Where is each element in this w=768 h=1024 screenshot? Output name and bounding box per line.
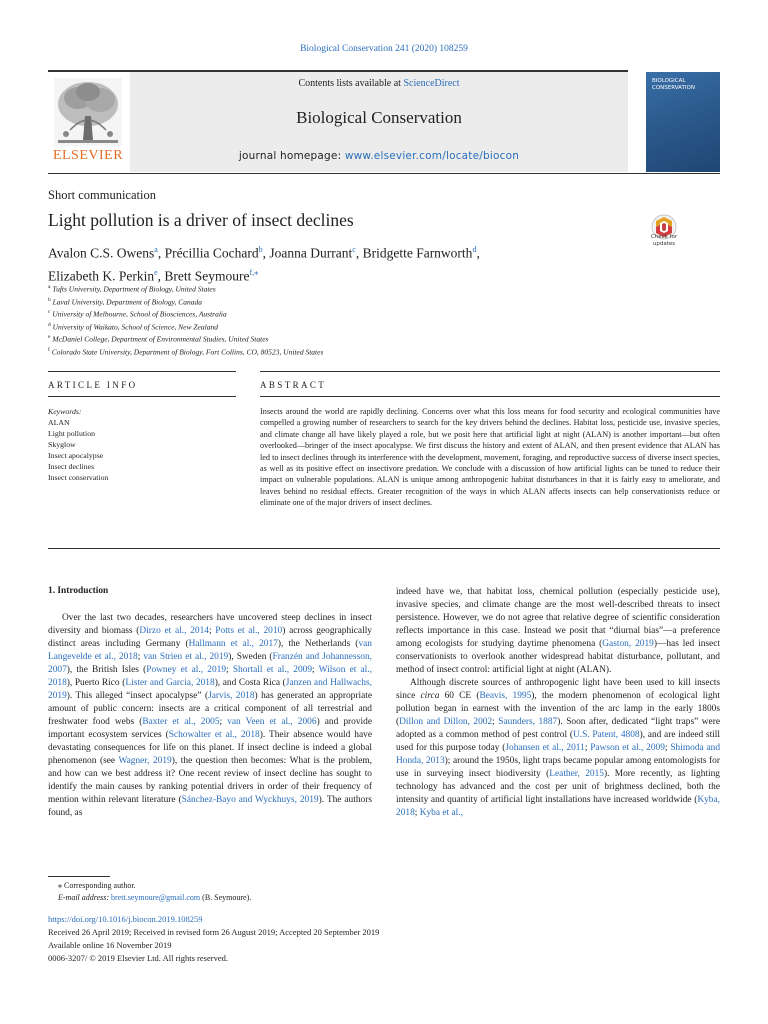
body-text: ), Puerto Rico (: [66, 678, 126, 688]
affiliation-text: McDaniel College, Department of Environmental Studies, United States: [50, 334, 269, 344]
body-text: ;: [208, 626, 216, 636]
author-name[interactable]: Bridgette Farnworth: [362, 245, 473, 261]
author-affiliation-marker[interactable]: a: [154, 245, 158, 254]
author-separator: ,: [157, 245, 165, 261]
article-title: Light pollution is a driver of insect declines: [48, 210, 354, 230]
affiliation-item: [48, 295, 648, 308]
received-dates: Received 26 April 2019; Received in revised form 26 August 2019; Accepted 20 September 2019: [48, 927, 380, 937]
sciencedirect-link[interactable]: ScienceDirect: [403, 78, 460, 89]
author-list: [48, 240, 608, 285]
affiliation-text: Tufts University, Department of Biology, United States: [50, 284, 216, 294]
author-name[interactable]: Précillia Cochard: [164, 245, 259, 261]
body-text: ), the question then becomes: What is the problem, and how can we best address it? One recent review of insect decline has sought to identify the main causes by ranking potential drivers in order of their frequency of mention within relevant literature (: [48, 756, 372, 805]
homepage-link[interactable]: www.elsevier.com/locate/biocon: [344, 150, 520, 162]
citation-link[interactable]: Johansen et al., 2011: [505, 743, 585, 753]
affiliation-text: University of Waikato, School of Science, New Zealand: [50, 322, 218, 331]
journal-name: Biological Conservation: [296, 108, 462, 127]
keyword-item: Insect apocalypse: [48, 451, 104, 460]
citation-link[interactable]: Gaston, 2019: [602, 639, 654, 649]
affiliation-text: Colorado State University, Department of Biology, Fort Collins, CO, 80523, United States: [49, 347, 324, 356]
keywords-block: [48, 406, 236, 483]
body-text: ), the Netherlands (: [277, 639, 359, 649]
body-text: ;: [414, 808, 420, 818]
body-paragraph: [48, 612, 372, 820]
citation-link[interactable]: Pawson et al., 2009: [590, 743, 665, 753]
section-heading-introduction: 1. Introduction: [48, 586, 109, 596]
abstract-top-rule: [260, 371, 720, 372]
keyword-item: Skyglow: [48, 440, 76, 449]
affiliation-text: Laval University, Department of Biology, Canada: [50, 297, 202, 306]
author-affiliation-marker[interactable]: e: [154, 267, 158, 277]
email-suffix: (B. Seymoure).: [200, 893, 252, 902]
body-text: 60 CE (: [439, 691, 480, 701]
body-paragraph: [396, 586, 720, 677]
email-link[interactable]: brett.seymoure@gmail.com: [111, 893, 201, 902]
body-text: ), and Costa Rica (: [214, 678, 286, 688]
citation-link[interactable]: Shimoda and Honda, 2013: [396, 743, 721, 766]
author-separator: ,: [355, 245, 363, 261]
body-text: ) has generated an appropriate amount of public concern: insects are a critical component of all terrestrial and freshwater food webs (: [48, 691, 372, 727]
citation-link[interactable]: Potts et al., 2010: [215, 626, 283, 636]
citation-link[interactable]: van Veen et al., 2006: [227, 717, 317, 727]
citation-link[interactable]: Wagner, 2019: [118, 756, 172, 766]
available-online-date: Available online 16 November 2019: [48, 940, 172, 950]
affiliation-item: [48, 282, 648, 295]
keyword-list: [48, 417, 236, 483]
body-text: ), the British Isles (: [66, 665, 147, 675]
body-text: ); around the 1950s, light traps became popular among entomologists for use in surveying insect biodiversity (: [396, 756, 720, 779]
citation-link[interactable]: Saunders, 1887: [498, 717, 558, 727]
abstract-heading: ABSTRACT: [260, 380, 327, 390]
journal-reference[interactable]: Biological Conservation 241 (2020) 108259: [300, 44, 468, 54]
doi-link[interactable]: https://doi.org/10.1016/j.biocon.2019.108259: [48, 914, 203, 924]
citation-link[interactable]: Hallmann et al., 2017: [188, 639, 278, 649]
citation-link[interactable]: Franzén and Johannesson, 2007: [48, 652, 372, 675]
citation-link[interactable]: van Langevelde et al., 2018: [48, 639, 372, 662]
abstract-bottom-rule: [48, 548, 720, 549]
body-text: ) across geographically distinct areas including Germany (: [48, 626, 372, 649]
citation-link[interactable]: Baxter et al., 2005: [142, 717, 220, 727]
body-text: Over the last two decades, researchers have uncovered steep declines in insect diversity and biomass (: [48, 613, 372, 636]
author-separator: ,: [157, 268, 165, 283]
header-bottom-rule: [48, 173, 720, 174]
citation-link[interactable]: Powney et al., 2019: [146, 665, 227, 675]
author-name[interactable]: Avalon C.S. Owens: [48, 245, 155, 261]
affiliation-marker: d: [48, 321, 51, 328]
body-text: Although discrete sources of anthropogenic light have been used to kill insects since: [396, 678, 720, 701]
body-text: ;: [219, 717, 228, 727]
article-info-heading: ARTICLE INFO: [48, 380, 138, 390]
author-separator: ,: [476, 245, 480, 261]
affiliation-item: [48, 345, 648, 358]
author-name[interactable]: Joanna Durrant: [269, 245, 353, 261]
author-name[interactable]: Brett Seymoure: [164, 268, 250, 283]
body-text: ), Sweden (: [228, 652, 273, 662]
body-text: indeed have we, that habitat loss, chemical pollution (especially pesticide use), invasive species, and climate change are the most well-described threats to insect persistence. However, we do not agree that relative degree of scientific consideration reflects importance in this case. Instead we posit that “diurnal bias”—a preference among ecologists for studying daytime phenomena (: [396, 587, 720, 649]
author-name[interactable]: Elizabeth K. Perkin: [48, 268, 155, 283]
article-type: Short communication: [48, 188, 156, 202]
article-info-top-rule: [48, 371, 236, 372]
abstract-heading-rule: [260, 396, 720, 397]
email-label: E-mail address:: [58, 893, 112, 902]
citation-link[interactable]: U.S. Patent, 4808: [572, 730, 640, 740]
citation-link[interactable]: Kyba, 2018: [396, 795, 720, 818]
body-text: ). More recently, as lighting technology has advanced and the cost per unit of brightness declined, both the intensity and quantity of artificial light installations have increased worldwide (: [396, 769, 720, 805]
contents-prefix: Contents lists available at: [298, 78, 404, 89]
body-text: ). Soon after, dedicated “light traps” were adopted as a common method of pest control (: [396, 717, 720, 740]
citation-link[interactable]: Jarvis, 2018: [208, 691, 255, 701]
homepage-prefix: journal homepage:: [238, 150, 345, 162]
elsevier-wordmark: ELSEVIER: [52, 148, 124, 163]
affiliation-item: [48, 332, 648, 345]
citation-link[interactable]: Janzen and Hallwachs, 2019: [48, 678, 372, 701]
affiliation-marker: b: [48, 296, 51, 303]
body-text: ) and provide important ecosystem services (: [48, 717, 372, 740]
contents-line: [130, 78, 628, 89]
citation-link[interactable]: Sánchez-Bayo and Wyckhuys, 2019: [181, 795, 319, 805]
affiliation-marker: a: [48, 284, 51, 290]
citation-link[interactable]: van Strien et al., 2019: [143, 652, 229, 662]
email-line: [48, 892, 448, 904]
body-text: ;: [584, 743, 591, 753]
keyword-item: Insect conservation: [48, 473, 109, 482]
affiliation-item: [48, 307, 648, 320]
affiliation-marker: e: [48, 334, 51, 340]
citation-link[interactable]: Shortall et al., 2009: [232, 665, 313, 675]
body-text: ). Their absence would have devastating consequences for life on this planet. If insect decline is indeed a global phenomenon (see: [48, 730, 372, 766]
affiliation-item: [48, 320, 648, 333]
crossmark-label[interactable]: Check for updates: [650, 234, 678, 247]
keyword-item: Insect declines: [48, 462, 95, 471]
body-column-right: [396, 586, 720, 820]
body-text: ). The authors found, as: [48, 795, 372, 818]
author-affiliation-marker[interactable]: b: [258, 245, 263, 254]
author-affiliation-marker[interactable]: c: [352, 245, 356, 254]
abstract-text: Insects around the world are rapidly declining. Concerns over what this loss means for food security and ecological communities have compelled a growing number of researchers to search for the key drivers behind the declines. Habitat loss, pesticide use, invasive species, and climate change all have likely played a role, but we posit here that artificial light at night (ALAN) is another important—but often overlooked—bringer of the insect apocalypse. We first discuss the history and extent of ALAN, and then present evidence that ALAN has led to insect declines through its interference with the development, movement, foraging, and reproductive success of diverse insect species, as well as its positive effect on insectivore predation. We conclude with a discussion of how artificial lights can be tuned to reduce their impact on vulnerable populations. ALAN is unique among anthropogenic habitat disturbances in that it is fairly easy to ameliorate, and leaves behind no residual effects. Greater recognition of the ways in which ALAN affects insects can help conservationists reduce or eliminate one of the major drivers of insect declines.: [260, 407, 720, 508]
affiliation-text: University of Melbourne, School of Biosciences, Australia: [50, 309, 227, 319]
body-text: ;: [312, 665, 319, 675]
homepage-line: [130, 150, 628, 162]
citation-link[interactable]: Lister and Garcia, 2018: [125, 678, 215, 688]
corresponding-author-note: ⁎ Corresponding author.: [58, 881, 136, 890]
keyword-item: Light pollution: [48, 429, 95, 438]
copyright-line: 0006-3207/ © 2019 Elsevier Ltd. All rights reserved.: [48, 953, 228, 963]
body-text: ;: [664, 743, 671, 753]
citation-link[interactable]: Beavis, 1995: [479, 691, 532, 701]
body-text: ), and are indeed still used for this purpose today (: [396, 730, 721, 753]
citation-link[interactable]: Leather, 2015: [549, 769, 604, 779]
body-text: ), the modern phenomenon of ecological light pollution began in earnest with the invention of the arc lamp in the early 1800s (: [396, 691, 720, 727]
affiliation-list: [48, 282, 648, 357]
keywords-label: Keywords:: [48, 407, 82, 416]
body-text-italic: circa: [420, 691, 440, 701]
body-text: ;: [226, 665, 233, 675]
cover-title: BIOLOGICAL CONSERVATION: [652, 78, 695, 91]
keyword-item: ALAN: [48, 418, 70, 427]
citation-link[interactable]: Kyba et al.,: [419, 808, 463, 818]
affiliation-marker: f: [48, 346, 50, 353]
body-text: )—has led insect conservationists to overlook another widespread habitat disturbance, pollutant, and method of insect control: artificial light at night (ALAN).: [396, 639, 720, 675]
body-paragraph: [396, 677, 720, 820]
affiliation-marker: c: [48, 309, 51, 315]
footnote-rule: [48, 876, 110, 877]
body-text: ;: [137, 652, 144, 662]
footnote: [48, 880, 448, 904]
author-affiliation-marker[interactable]: f,⁎: [249, 267, 259, 277]
citation-link[interactable]: Schowalter et al., 2018: [168, 730, 260, 740]
body-text: ;: [492, 717, 499, 727]
citation-link[interactable]: Dirzo et al., 2014: [139, 626, 209, 636]
citation-link[interactable]: Wilson et al., 2018: [48, 665, 372, 688]
article-info-heading-rule: [48, 396, 236, 397]
body-column-left: [48, 612, 372, 820]
body-text: ). This alleged “insect apocalypse” (: [66, 691, 209, 701]
author-affiliation-marker[interactable]: d: [472, 245, 477, 254]
author-separator: ,: [262, 245, 270, 261]
citation-link[interactable]: Dillon and Dillon, 2002: [399, 717, 493, 727]
